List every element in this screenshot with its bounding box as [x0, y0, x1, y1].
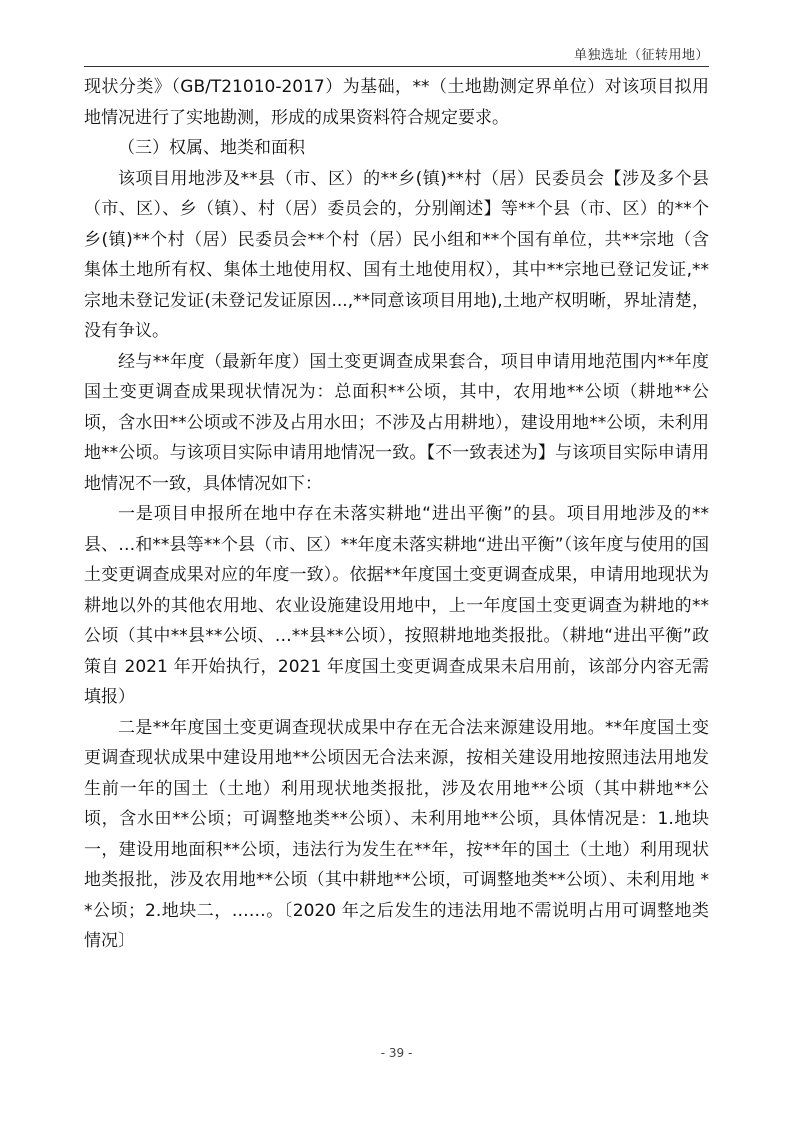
page-number: - 39 -: [380, 1046, 413, 1060]
document-body: [84, 72, 709, 957]
header-divider: [84, 66, 709, 67]
document-category-tag: 单独选址（征转用地）: [573, 48, 709, 63]
paragraph-3: 经与**年度（最新年度）国土变更调查成果套合，项目申请用地范围内**年度国土变更调查成果现状情况为：总面积**公顷，其中，农用地**公顷（耕地**公顷，含水田**公顷或不涉及占用水田；不涉及占用耕地），建设用地**公顷，未利用地**公顷。与该项目实际申请用地情况一致。【不一致表述为】与该项目实际申请用地情况不一致，具体情况如下：: [84, 351, 709, 494]
paragraph-2: 该项目用地涉及**县（市、区）的**乡(镇)**村（居）民委员会【涉及多个县（市、区）、乡（镇）、村（居）委员会的，分别阐述】等**个县（市、区）的**个乡(镇)**个村（居）民委员会**个村（居）民小组和**个国有单位，共**宗地（含集体土地所有权、集体土地使用权、国有土地使用权），其中**宗地已登记发证,**宗地未登记发证(未登记发证原因...,**同意该项目用地),土地产权明晰，界址清楚，没有争议。: [84, 168, 709, 341]
paragraph-0: 现状分类》（GB/T21010-2017）为基础，**（土地勘测定界单位）对该项目拟用地情况进行了实地勘测，形成的成果资料符合规定要求。: [84, 77, 709, 128]
section-heading-ownership: （三）权属、地类和面积: [118, 138, 305, 158]
paragraph-5: 二是**年度国土变更调查现状成果中存在无合法来源建设用地。**年度国土变更调查现状成果中建设用地**公顷因无合法来源，按相关建设用地按照违法用地发生前一年的国土（土地）利用现状地类报批，涉及农用地**公顷（其中耕地**公顷，含水田**公顷；可调整地类**公顷）、未利用地**公顷，具体情况是：1.地块一，建设用地面积**公顷，违法行为发生在**年，按**年的国土（土地）利用现状地类报批，涉及农用地**公顷（其中耕地**公顷，可调整地类**公顷）、未利用地 **公顷；2.地块二，……。〔2020 年之后发生的违法用地不需说明占用可调整地类情况〕: [84, 717, 709, 951]
paragraph-4: 一是项目申报所在地中存在未落实耕地“进出平衡”的县。项目用地涉及的**县、…和**县等**个县（市、区）**年度未落实耕地“进出平衡”（该年度与使用的国土变更调查成果对应的年度一致）。依据**年度国土变更调查成果，申请用地现状为耕地以外的其他农用地、农业设施建设用地中，上一年度国土变更调查为耕地的**公顷（其中**县**公顷、…**县**公顷），按照耕地地类报批。（耕地“进出平衡”政策自 2021 年开始执行，2021 年度国土变更调查成果未启用前，该部分内容无需填报）: [84, 504, 709, 707]
